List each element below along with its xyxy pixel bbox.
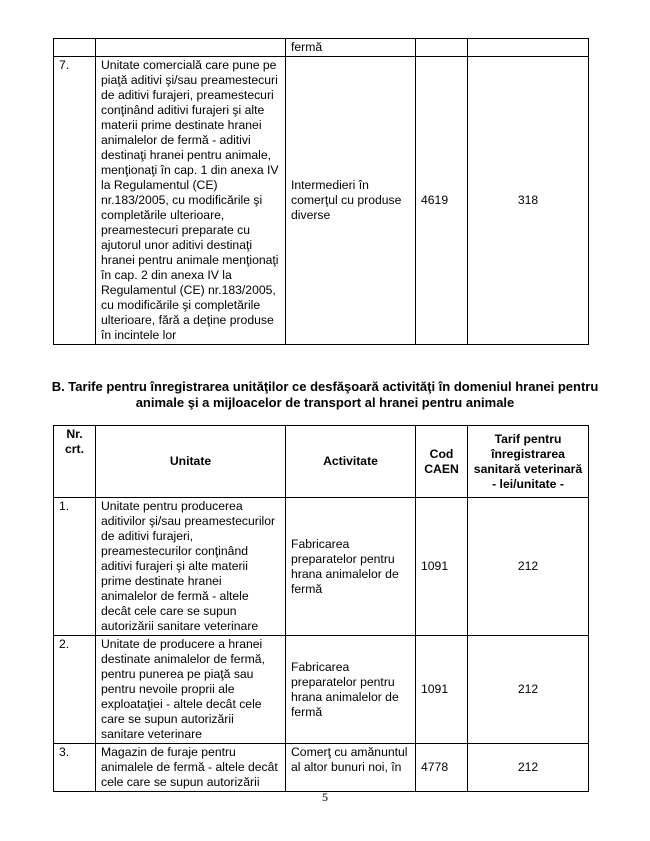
cell-nr: 3. [54,744,96,792]
cell-nr: 7. [54,57,96,345]
cell-cod [416,39,468,57]
cell-tarif: 212 [468,744,589,792]
table-continuation [53,38,589,345]
table-row [54,57,589,345]
header-unitate: Unitate [96,426,286,498]
table-header-row [54,426,589,498]
cell-unitate [96,39,286,57]
cell-tarif: 212 [468,498,589,636]
cell-activitate: Comerţ cu amănuntul al altor bunuri noi, în [286,744,416,792]
cell-nr: 1. [54,498,96,636]
cell-tarif [468,39,589,57]
header-nr: Nr. crt. [54,426,96,498]
cell-tarif: 212 [468,636,589,744]
cell-unitate: Unitate de producere a hranei destinate animalelor de fermă, pentru punerea pe piaţă sau pentru nevoile proprii ale exploataţiei - altele decât cele care se supun autorizării sanitare veterinare [96,636,286,744]
cell-cod: 1091 [416,636,468,744]
header-tarif: Tarif pentru înregistrarea sanitară veterinară - lei/unitate - [468,426,589,498]
cell-activitate: fermă [286,39,416,57]
cell-nr [54,39,96,57]
table-row [54,498,589,636]
section-title: B. Tarife pentru înregistrarea unităţilor ce desfăşoară activităţi în domeniul hranei pentru animale şi a mijloacelor de transport al hranei pentru animale [51,379,599,410]
cell-cod: 1091 [416,498,468,636]
table-row [54,636,589,744]
cell-unitate: Unitate pentru producerea aditivilor şi/sau preamestecurilor de aditivi furajeri, preamestecurilor conţinând aditivi furajeri şi alte materii prime destinate hranei animalelor de fermă - altele decât cele care se supun autorizării sanitare veterinare [96,498,286,636]
cell-cod: 4619 [416,57,468,345]
cell-activitate: Intermedieri în comerţul cu produse diverse [286,57,416,345]
table-row [54,744,589,792]
tariff-table [53,425,589,792]
page-number: 5 [322,790,328,804]
cell-tarif: 318 [468,57,589,345]
cell-unitate: Unitate comercială care pune pe piaţă aditivi şi/sau preamestecuri de aditivi furajeri, preamestecuri conţinând aditivi furajeri şi alte materii prime destinate hranei animalelor de fermă - aditivi destinaţi hranei pentru animale, menţionaţi în cap. 1 din anexa IV la Regulamentul (CE) nr.183/2005, cu modificările şi completările ulterioare, preamestecuri preparate cu ajutorul unor aditivi destinaţi hranei pentru animale menţionaţi în cap. 2 din anexa IV la Regulamentul (CE) nr.183/2005, cu modificările şi completările ulterioare, fără a deţine produse în incintele lor [96,57,286,345]
table-row [54,39,589,57]
cell-unitate: Magazin de furaje pentru animalele de fermă - altele decât cele care se supun autorizării [96,744,286,792]
header-activitate: Activitate [286,426,416,498]
cell-cod: 4778 [416,744,468,792]
cell-activitate: Fabricarea preparatelor pentru hrana animalelor de fermă [286,636,416,744]
header-cod: Cod CAEN [416,426,468,498]
cell-activitate: Fabricarea preparatelor pentru hrana animalelor de fermă [286,498,416,636]
cell-nr: 2. [54,636,96,744]
